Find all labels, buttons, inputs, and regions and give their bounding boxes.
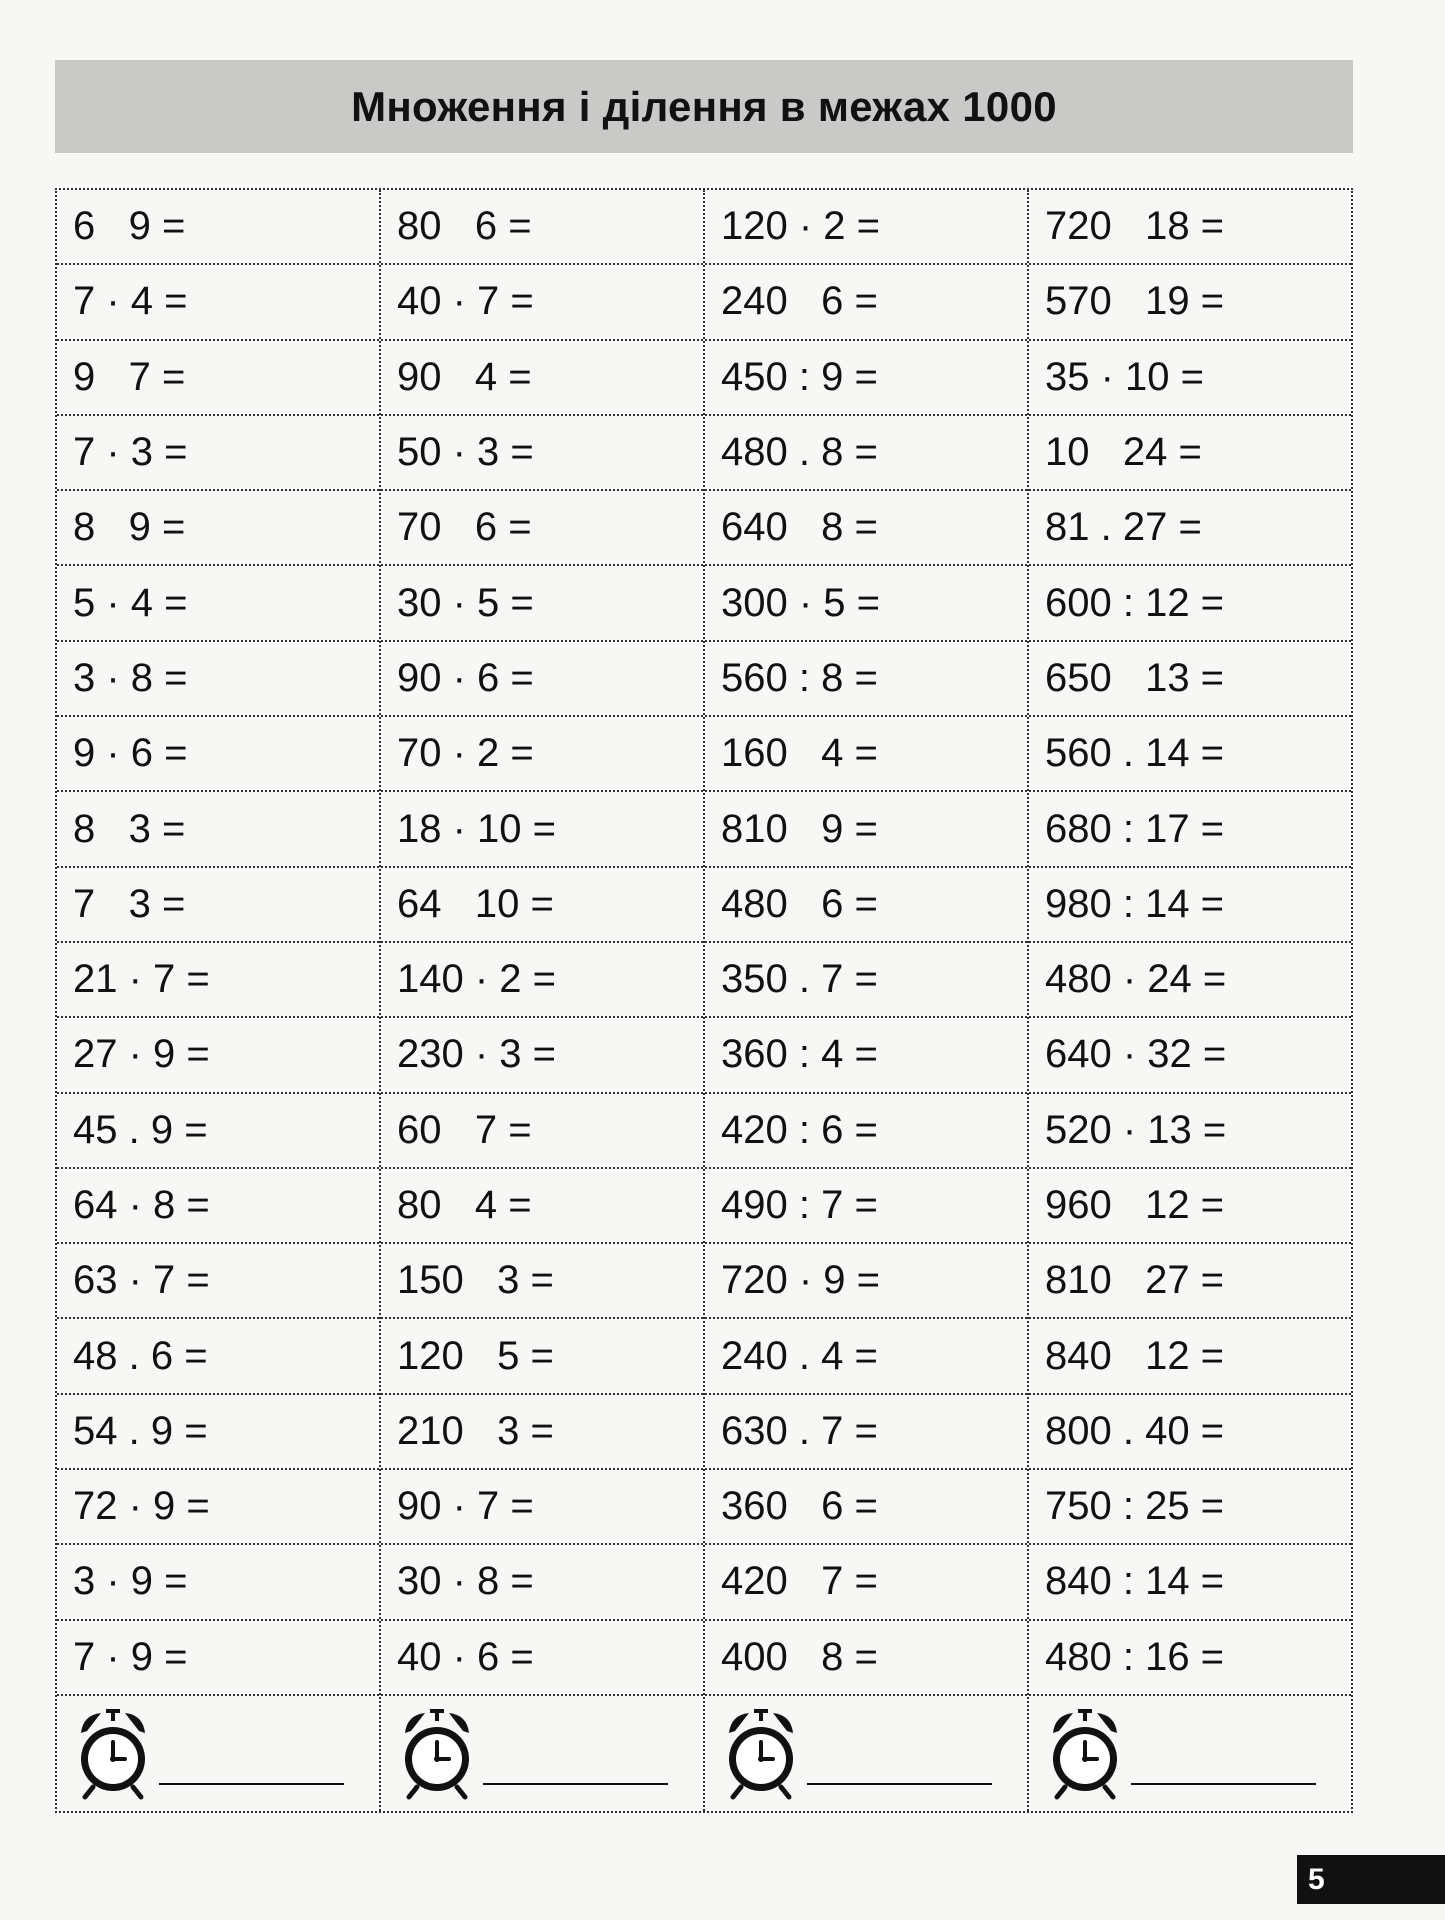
exercise-cell: 150 3 =	[381, 1244, 703, 1319]
exercise-cell: 54 . 9 =	[57, 1395, 379, 1470]
exercise-cell: 450 : 9 =	[705, 341, 1027, 416]
exercise-cell: 40 · 6 =	[381, 1621, 703, 1696]
exercise-cell: 600 : 12 =	[1029, 566, 1351, 641]
exercise-cell: 420 7 =	[705, 1545, 1027, 1620]
exercise-cell: 90 4 =	[381, 341, 703, 416]
exercise-cell: 480 · 24 =	[1029, 943, 1351, 1018]
exercise-cell: 640 8 =	[705, 491, 1027, 566]
exercise-cell: 120 5 =	[381, 1319, 703, 1394]
exercise-cell: 160 4 =	[705, 717, 1027, 792]
exercise-cell: 80 4 =	[381, 1169, 703, 1244]
exercise-column-2	[381, 190, 705, 1811]
page-title: Множення і ділення в межах 1000	[351, 82, 1057, 130]
exercise-cell: 720 · 9 =	[705, 1244, 1027, 1319]
exercise-cell: 9 7 =	[57, 341, 379, 416]
exercise-cell: 520 · 13 =	[1029, 1094, 1351, 1169]
exercise-cell: 650 13 =	[1029, 642, 1351, 717]
exercise-cell: 7 · 9 =	[57, 1621, 379, 1696]
exercise-column-4	[1029, 190, 1351, 1811]
time-answer-line[interactable]	[1131, 1783, 1316, 1785]
exercise-cell: 490 : 7 =	[705, 1169, 1027, 1244]
exercise-column-3	[705, 190, 1029, 1811]
exercise-cell: 630 . 7 =	[705, 1395, 1027, 1470]
timer-cell	[381, 1696, 703, 1811]
exercise-cell: 240 6 =	[705, 265, 1027, 340]
exercise-cell: 480 . 8 =	[705, 416, 1027, 491]
exercise-grid	[55, 188, 1353, 1813]
exercise-cell: 230 · 3 =	[381, 1018, 703, 1093]
exercise-cell: 90 · 6 =	[381, 642, 703, 717]
alarm-clock-icon	[721, 1705, 801, 1801]
exercise-cell: 350 . 7 =	[705, 943, 1027, 1018]
exercise-cell: 63 · 7 =	[57, 1244, 379, 1319]
exercise-cell: 70 · 2 =	[381, 717, 703, 792]
exercise-cell: 480 6 =	[705, 868, 1027, 943]
exercise-cell: 64 10 =	[381, 868, 703, 943]
exercise-cell: 360 : 4 =	[705, 1018, 1027, 1093]
exercise-cell: 570 19 =	[1029, 265, 1351, 340]
exercise-cell: 70 6 =	[381, 491, 703, 566]
exercise-cell: 50 · 3 =	[381, 416, 703, 491]
exercise-cell: 27 · 9 =	[57, 1018, 379, 1093]
exercise-cell: 35 · 10 =	[1029, 341, 1351, 416]
exercise-cell: 48 . 6 =	[57, 1319, 379, 1394]
exercise-cell: 960 12 =	[1029, 1169, 1351, 1244]
time-answer-line[interactable]	[483, 1783, 668, 1785]
exercise-cell: 720 18 =	[1029, 190, 1351, 265]
exercise-cell: 72 · 9 =	[57, 1470, 379, 1545]
exercise-column-1	[57, 190, 381, 1811]
exercise-cell: 18 · 10 =	[381, 792, 703, 867]
time-answer-line[interactable]	[159, 1783, 344, 1785]
exercise-cell: 8 9 =	[57, 491, 379, 566]
alarm-clock-icon	[397, 1705, 477, 1801]
exercise-cell: 400 8 =	[705, 1621, 1027, 1696]
exercise-cell: 81 . 27 =	[1029, 491, 1351, 566]
exercise-cell: 560 : 8 =	[705, 642, 1027, 717]
exercise-cell: 360 6 =	[705, 1470, 1027, 1545]
exercise-cell: 8 3 =	[57, 792, 379, 867]
exercise-cell: 840 : 14 =	[1029, 1545, 1351, 1620]
exercise-cell: 480 : 16 =	[1029, 1621, 1351, 1696]
exercise-cell: 810 9 =	[705, 792, 1027, 867]
exercise-cell: 810 27 =	[1029, 1244, 1351, 1319]
exercise-cell: 3 · 9 =	[57, 1545, 379, 1620]
exercise-cell: 680 : 17 =	[1029, 792, 1351, 867]
exercise-cell: 45 . 9 =	[57, 1094, 379, 1169]
exercise-cell: 840 12 =	[1029, 1319, 1351, 1394]
exercise-cell: 7 3 =	[57, 868, 379, 943]
exercise-cell: 3 · 8 =	[57, 642, 379, 717]
exercise-cell: 9 · 6 =	[57, 717, 379, 792]
exercise-cell: 90 · 7 =	[381, 1470, 703, 1545]
exercise-cell: 6 9 =	[57, 190, 379, 265]
exercise-cell: 30 · 8 =	[381, 1545, 703, 1620]
title-bar	[55, 60, 1353, 153]
exercise-cell: 40 · 7 =	[381, 265, 703, 340]
exercise-cell: 800 . 40 =	[1029, 1395, 1351, 1470]
exercise-cell: 60 7 =	[381, 1094, 703, 1169]
exercise-cell: 560 . 14 =	[1029, 717, 1351, 792]
alarm-clock-icon	[73, 1705, 153, 1801]
exercise-cell: 750 : 25 =	[1029, 1470, 1351, 1545]
timer-cell	[57, 1696, 379, 1811]
exercise-cell: 300 · 5 =	[705, 566, 1027, 641]
exercise-cell: 140 · 2 =	[381, 943, 703, 1018]
exercise-cell: 640 · 32 =	[1029, 1018, 1351, 1093]
exercise-cell: 7 · 3 =	[57, 416, 379, 491]
exercise-cell: 30 · 5 =	[381, 566, 703, 641]
exercise-cell: 7 · 4 =	[57, 265, 379, 340]
exercise-cell: 240 . 4 =	[705, 1319, 1027, 1394]
timer-cell	[705, 1696, 1027, 1811]
page-number: 5	[1297, 1855, 1445, 1904]
exercise-cell: 120 · 2 =	[705, 190, 1027, 265]
exercise-cell: 210 3 =	[381, 1395, 703, 1470]
exercise-cell: 80 6 =	[381, 190, 703, 265]
time-answer-line[interactable]	[807, 1783, 992, 1785]
timer-cell	[1029, 1696, 1351, 1811]
exercise-cell: 980 : 14 =	[1029, 868, 1351, 943]
exercise-cell: 64 · 8 =	[57, 1169, 379, 1244]
exercise-cell: 420 : 6 =	[705, 1094, 1027, 1169]
exercise-cell: 21 · 7 =	[57, 943, 379, 1018]
exercise-cell: 5 · 4 =	[57, 566, 379, 641]
exercise-cell: 10 24 =	[1029, 416, 1351, 491]
alarm-clock-icon	[1045, 1705, 1125, 1801]
